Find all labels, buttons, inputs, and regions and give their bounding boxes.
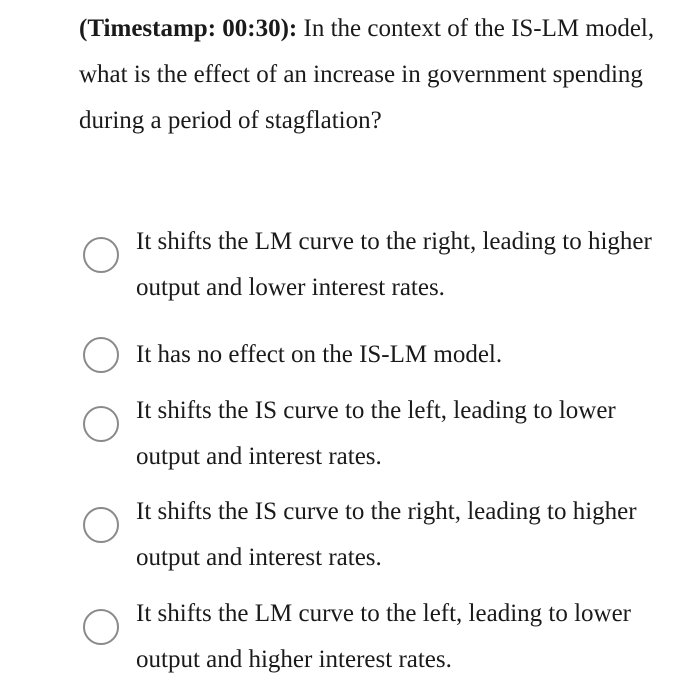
answer-option-label[interactable]: It shifts the LM curve to the right, leading to higher output and lower interest rates. (136, 228, 652, 301)
radio-button[interactable] (83, 237, 119, 273)
question-body: In the context of the IS-LM model, what is the effect of an increase in government spending during a period of stagflation? (79, 15, 655, 134)
answer-option-label[interactable]: It shifts the IS curve to the left, leading to lower output and interest rates. (136, 397, 616, 470)
answer-option-3[interactable] (83, 388, 673, 480)
answer-option-label[interactable]: It has no effect on the IS-LM model. (136, 341, 503, 368)
radio-button[interactable] (83, 609, 119, 645)
radio-button[interactable] (83, 337, 119, 373)
answer-option-label[interactable]: It shifts the IS curve to the right, leading to higher output and interest rates. (136, 498, 637, 571)
answer-option-label[interactable]: It shifts the LM curve to the left, leading to lower output and higher interest rates. (136, 600, 632, 673)
radio-button[interactable] (83, 507, 119, 543)
question-timestamp: (Timestamp: 00:30): (79, 15, 298, 42)
answer-option-2[interactable] (83, 332, 673, 378)
radio-button[interactable] (83, 406, 119, 442)
question-text (79, 6, 669, 144)
answer-option-4[interactable] (83, 489, 673, 581)
answer-option-5[interactable] (83, 591, 673, 683)
answer-option-1[interactable] (83, 219, 673, 311)
